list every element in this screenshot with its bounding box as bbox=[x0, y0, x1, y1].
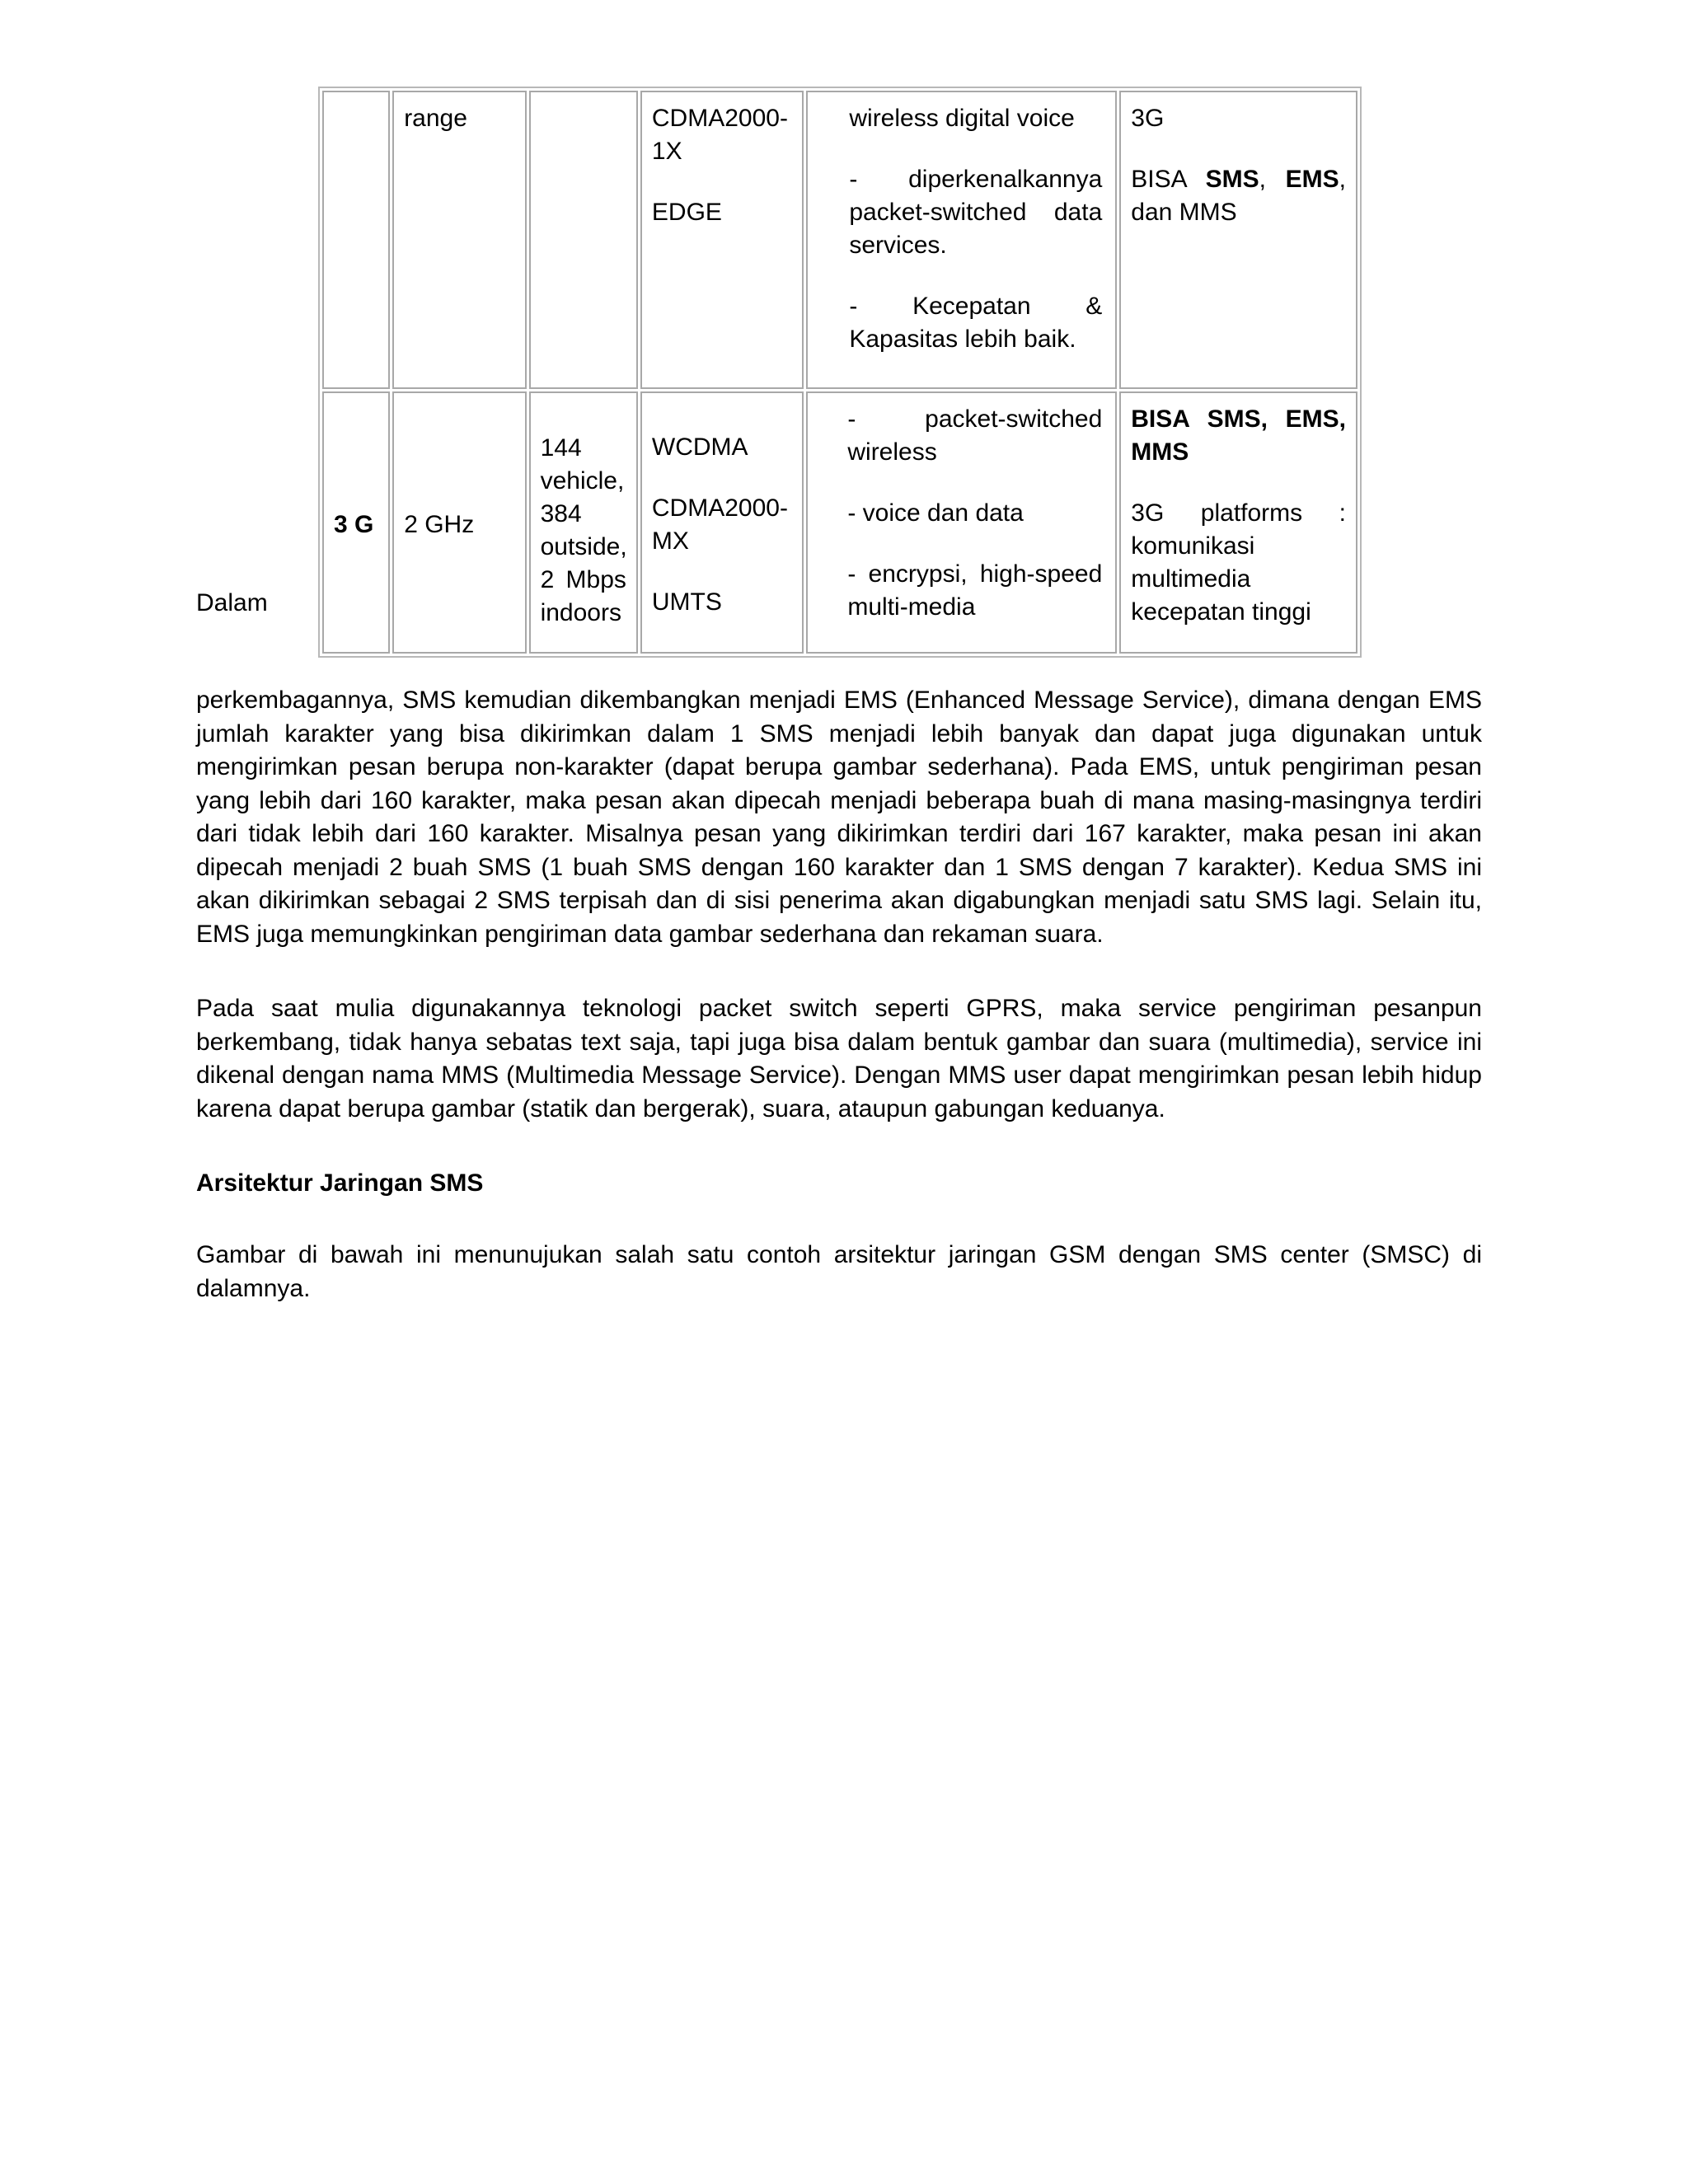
technology-item: CDMA2000-MX bbox=[651, 494, 788, 555]
feature-item: - diperkenalkannya packet-switched data services. bbox=[849, 166, 1103, 259]
frequency-cell: range bbox=[392, 91, 526, 389]
message-capabilities: BISA SMS, EMS, dan MMS bbox=[1131, 166, 1346, 226]
feature-item: wireless digital voice bbox=[849, 105, 1075, 132]
message-tail: dan MMS bbox=[1131, 199, 1237, 226]
technology-cell bbox=[640, 91, 804, 389]
dalam-word: Dalam bbox=[196, 589, 268, 616]
section-heading-wrap bbox=[196, 1167, 1482, 1200]
table-row bbox=[322, 91, 1357, 389]
paragraph-mms: Pada saat mulia digunakannya teknologi packet switch seperti GPRS, maka service pengiriman pesanpun berkembang, tidak hanya sebatas text saja, tapi juga bisa dalam bentuk gambar dan suara (multimedia), service ini dikenal dengan nama MMS (Multimedia Message Service). Dengan MMS user dapat mengirimkan pesan lebih hidup karena dapat berupa gambar (statik dan bergerak), suara, ataupun gabungan keduanya. bbox=[196, 995, 1482, 1122]
paragraph-closing: Gambar di bawah ini menunujukan salah satu contoh arsitektur jaringan GSM dengan SMS center (SMSC) di dalamnya. bbox=[196, 1241, 1482, 1302]
generation-table bbox=[318, 87, 1362, 658]
message-ems: EMS bbox=[1285, 166, 1339, 193]
generation-cell: 3 G bbox=[322, 391, 390, 654]
frequency-cell: 2 GHz bbox=[392, 391, 526, 654]
technology-item: WCDMA bbox=[651, 434, 748, 461]
message-cell bbox=[1119, 91, 1357, 389]
message-platforms: 3G platforms : komunikasi multimedia kecepatan tinggi bbox=[1131, 499, 1346, 626]
feature-item: - Kecepatan & Kapasitas lebih baik. bbox=[849, 293, 1103, 353]
technology-item: EDGE bbox=[651, 199, 722, 226]
message-cell bbox=[1119, 391, 1357, 654]
message-capabilities: BISA SMS, EMS, MMS bbox=[1131, 405, 1346, 466]
technology-item: UMTS bbox=[651, 588, 722, 616]
paragraph-ems: perkembagannya, SMS kemudian dikembangkan menjadi EMS (Enhanced Message Service), dimana dengan EMS jumlah karakter yang bisa dikirimkan dalam 1 SMS menjadi lebih banyak dan dapat juga digunakan untuk mengirimkan pesan berupa non-karakter (dapat berupa gambar sederhana). Pada EMS, untuk pengiriman pesan yang lebih dari 160 karakter, maka pesan akan dipecah menjadi beberapa buah di mana masing-masingnya terdiri dari tidak lebih dari 160 karakter. Misalnya pesan yang dikirimkan terdiri dari 167 karakter, maka pesan ini akan dipecah menjadi 2 buah SMS (1 buah SMS dengan 160 karakter dan 1 SMS dengan 7 karakter). Kedua SMS ini akan dikirimkan sebagai 2 SMS terpisah dan di sisi penerima akan digabungkan menjadi satu SMS lagi. Selain itu, EMS juga memungkinkan pengiriman data gambar sederhana dan rekaman suara. bbox=[196, 687, 1482, 948]
body-text bbox=[196, 1239, 1482, 1305]
body-text bbox=[196, 684, 1482, 951]
message-line: 3G bbox=[1131, 105, 1165, 132]
features-cell bbox=[806, 91, 1117, 389]
table-row bbox=[322, 391, 1357, 654]
generation-cell bbox=[322, 91, 390, 389]
feature-item: - voice dan data bbox=[847, 499, 1024, 527]
speed-cell bbox=[529, 91, 638, 389]
feature-item: - packet-switched wireless bbox=[847, 405, 1103, 466]
technology-item: CDMA2000-1X bbox=[651, 105, 788, 165]
section-heading: Arsitektur Jaringan SMS bbox=[196, 1169, 484, 1197]
technology-cell bbox=[640, 391, 804, 654]
body-text bbox=[196, 992, 1482, 1126]
speed-cell: 144 vehicle, 384 outside, 2 Mbps indoors bbox=[529, 391, 638, 654]
message-sms: SMS bbox=[1205, 166, 1259, 193]
feature-item: - encrypsi, high-speed multi-media bbox=[847, 560, 1103, 621]
message-bisa: BISA bbox=[1131, 166, 1186, 193]
features-cell bbox=[806, 391, 1117, 654]
